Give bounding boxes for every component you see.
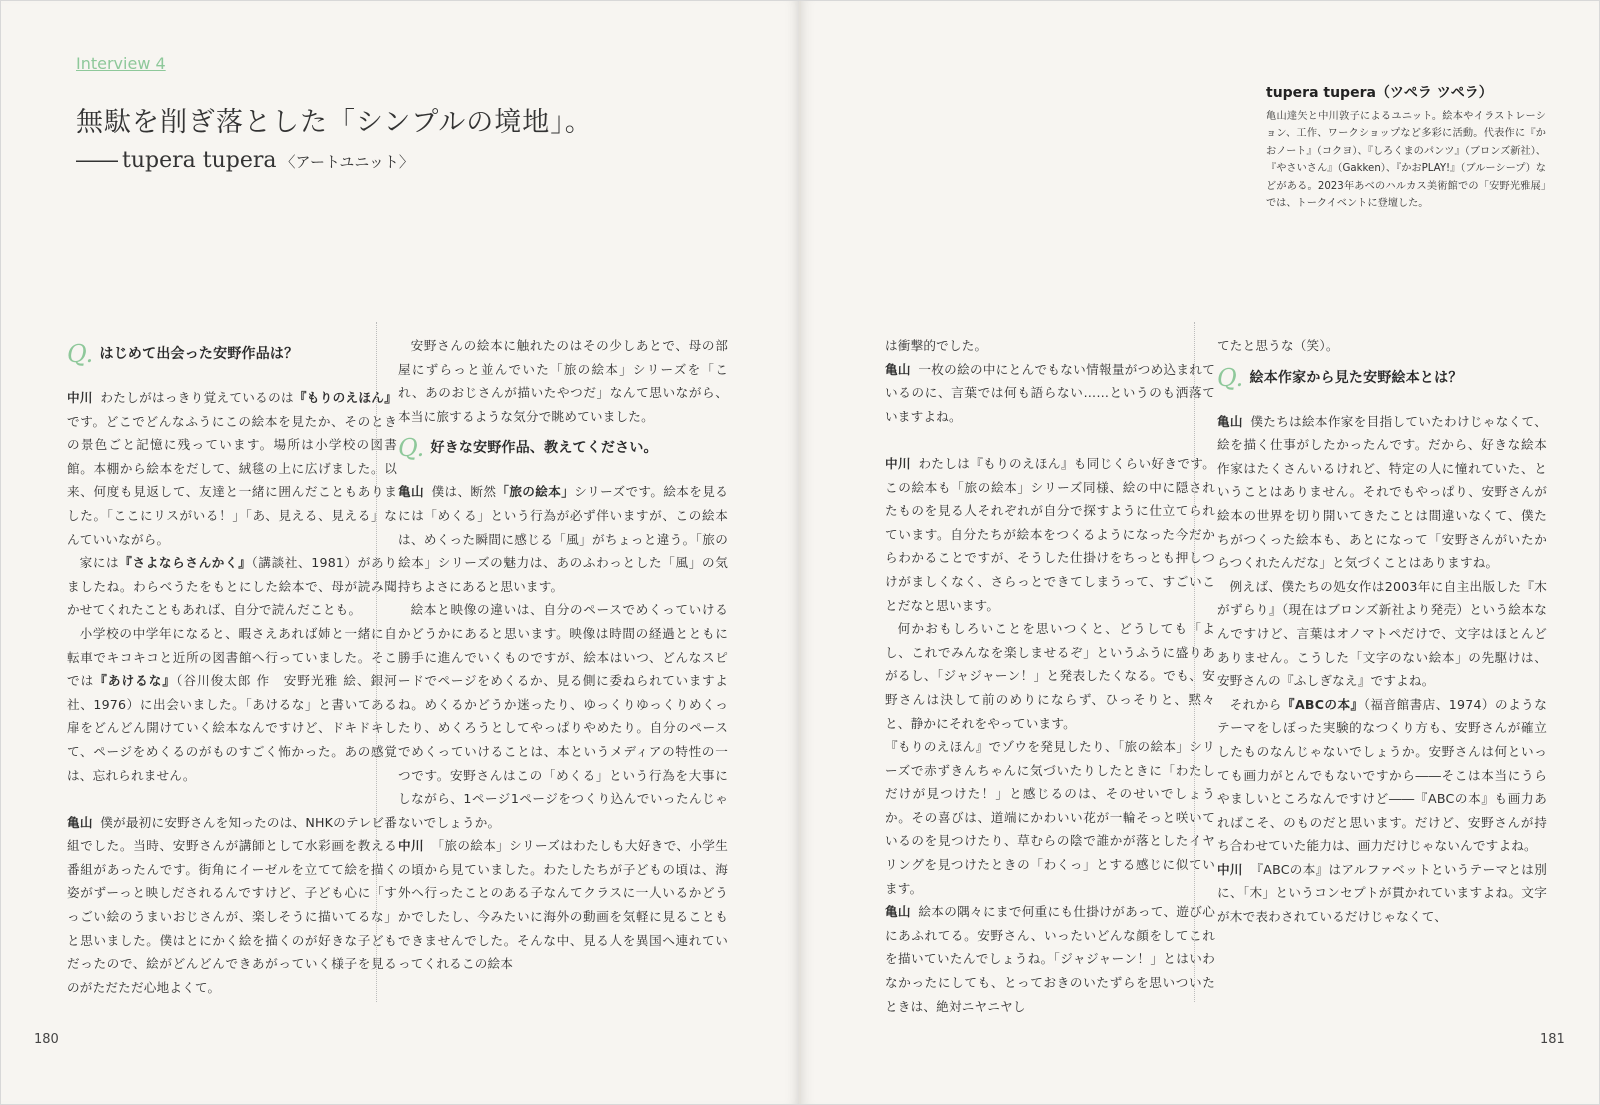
text: 『ABCの本』はアルファベットというテーマとは別に、「木」というコンセプトが貫かれていますよね。文字が木で表わされているだけじゃなくて、	[1217, 861, 1547, 925]
text: わたしがはっきり覚えているのは	[100, 390, 294, 405]
page-title: 無駄を削ぎ落とした「シンプルの境地」。	[76, 107, 593, 138]
paragraph	[1217, 334, 1547, 358]
paragraph	[398, 334, 728, 428]
text: 僕たちは絵本作家を目指していたわけじゃなくて、絵を描く仕事がしたかったんです。だから、好きな絵本作家はたくさんいるけれど、特定の人に憧れていた、ということはありません。それでもやっぱり、安野さんが絵本の世界を切り開いてきたことは間違いなくて、僕たちがつくった絵本も、あとになって「安野さんがいたからつくれたんだな」と気づくことはありますね。	[1217, 413, 1547, 571]
speaker-label: 亀山	[398, 484, 424, 500]
page-number-left: 180	[34, 1032, 59, 1047]
paragraph	[67, 386, 397, 551]
subtitle-dash: ――	[76, 148, 116, 173]
text: 『もりのえほん』でゾウを発見したり、「旅の絵本」シリーズで赤ずきんちゃんに気づいたりしたときに「わたしだけが見つけた！」と感じるのは、そのせいでしょうか。その喜びは、道端にかわいい花が一輪そっと咲いているのを見つけたり、草むらの陰で誰かが落としたイヤリングを見つけたときの「わくっ」とする感じに似ています。	[885, 739, 1215, 896]
text: （福音館書店、1974）のようなテーマをしぼった実験的なつくり方も、安野さんが確立したものなんじゃないでしょうか。安野さんは何といっても画力がとんでもないですから――そこは本当にうらやましいところなんですけど――『ABCの本』も画力あればこそ、のものだと思います。だけど、安野さんが持ち合わせていた能力は、画力だけじゃないんですよね。	[1217, 696, 1547, 854]
book-title: 『さよならさんかく』	[119, 555, 252, 571]
column-divider	[1194, 322, 1195, 1002]
speaker-label: 中川	[1217, 861, 1243, 877]
text-column-1	[67, 334, 397, 999]
profile-box	[1266, 82, 1546, 212]
paragraph	[885, 452, 1215, 617]
column-divider	[376, 322, 377, 1002]
paragraph	[885, 334, 1215, 358]
paragraph	[1217, 858, 1547, 929]
paragraph	[398, 598, 728, 834]
paragraph	[67, 551, 397, 622]
interview-label: Interview 4	[76, 54, 166, 73]
paragraph	[885, 900, 1215, 1018]
text: 僕が最初に安野さんを知ったのは、NHKのテレビ番組でした。当時、安野さんが講師として水彩画を教える番組があったんです。街角にイーゼルを立てて絵を描く姿がずーっと映しだされるんですけど、子ども心に「すっごい絵のうまいおじさんが、楽しそうに描いてるな」と思いました。僕はとにかく絵を描くのが好きな子どもだったので、絵がどんどんできあがっていく様子を見るのがただただ心地よくて。	[67, 814, 397, 995]
q-mark: Q.	[1217, 363, 1244, 392]
text: てたと思うな（笑）。	[1217, 338, 1339, 353]
paragraph	[398, 480, 728, 598]
speaker-label: 中川	[398, 838, 424, 854]
speaker-label: 亀山	[885, 904, 911, 920]
text: です。どこでどんなふうにこの絵本を見たか、そのときの景色ごと記憶に残っています。場所は小学校の図書館。本棚から絵本をだして、絨毯の上に広げました。以来、何度も見返して、友達と一緒に囲んだこともありました。「ここにリスがいる！」「あ、見える、見える」なんていいながら。	[67, 413, 397, 547]
speaker-label: 亀山	[67, 814, 93, 830]
paragraph	[885, 735, 1215, 900]
paragraph	[67, 811, 397, 1000]
book-title: 「旅の絵本」	[496, 484, 575, 500]
subtitle	[76, 148, 414, 173]
text: 僕は、断然	[431, 484, 497, 500]
text: 絵本の隅々にまで何重にも仕掛けがあって、遊び心にあふれてる。安野さん、いったいどんな顔をしてこれを描いていたんでしょうね。「ジャジャーン！」とはいわなかったにしても、とっておきのいたずらを思いついたときは、絶対ニヤニヤし	[885, 904, 1215, 1014]
text-column-4	[1217, 334, 1547, 929]
text: 家には	[79, 555, 120, 571]
text: （谷川俊太郎 作 安野光雅 絵、銀河社、1976）に出会いました。「あけるな」と書いてある扉をどんどん開けていく絵本なんですけど、ドキドキして、ページをめくるのがものすごく怖かった。あの感覚は、忘れられません。	[67, 673, 398, 783]
subtitle-name: tupera tupera	[122, 148, 277, 173]
text: 絵本と映像の違いは、自分のペースでめくっていけるかどうかにあると思います。映像は時間の経過とともに勝手に進んでいくものですが、絵本はいつ、どんなスピードでページをめくるか、見る側に委ねられていますよね。めくるかどうか迷ったり、ゆっくりゆっくりめくったり、めくろうとしてやっぱりやめたり。自分のペースでめくっていけることは、本というメディアの特性の一つです。安野さんはこの「めくる」という行為を大事にしながら、1ページ1ページをつくり込んでいったんじゃないでしょうか。	[398, 602, 728, 830]
q-mark: Q.	[398, 434, 425, 463]
paragraph	[885, 358, 1215, 429]
paragraph	[1217, 410, 1547, 575]
text-column-3	[885, 334, 1215, 1018]
speaker-label: 亀山	[885, 361, 911, 377]
book-title: 『あけるな』	[94, 673, 177, 689]
text: シリーズです。絵本を見るには「めくる」という行為が必ず伴いますが、この絵本は、めくった瞬間に感じる「風」がちょっと違う。「旅の絵本」シリーズの魅力は、あのふわっとした「風」の気持ちよさにあると思います。	[398, 484, 729, 594]
paragraph	[1217, 693, 1547, 858]
book-title: 『ABCの本』	[1281, 696, 1364, 712]
spacer	[885, 428, 1215, 452]
text: 安野さんの絵本に触れたのはその少しあとで、母の部屋にずらっと並んでいた「旅の絵本」シリーズを「これ、あのおじさんが描いたやつだ」なんて思いながら、本当に旅するような気分で眺めていました。	[398, 338, 728, 424]
text: 小学校の中学年になると、暇さえあれば姉と一緒に自転車でキコキコと近所の図書館へ行っていました。そこでは	[67, 625, 397, 689]
question-heading	[1217, 364, 1547, 392]
paragraph	[398, 834, 728, 976]
text: （講談社、1981）がありましたね。わらべうたをもとにした絵本で、母が読み聞かせてくれたこともあれば、自分で読んだことも。	[67, 555, 397, 618]
text: わたしは『もりのえほん』も同じくらい好きです。この絵本も「旅の絵本」シリーズ同様、絵の中に隠されたものを見る人それぞれが自分で探すように仕立てられています。自分たちが絵本をつくるようになった今だからわかることですが、そうした仕掛けをちっとも押しつけがましくなく、さらっとできてしまうって、すごいことだなと思います。	[885, 455, 1215, 613]
subtitle-role: 〈アートユニット〉	[280, 153, 414, 171]
text: 「旅の絵本」シリーズはわたしも大好きで、小学生の頃から見ていました。わたしたちが子どもの頃は、海外へ行ったことのある子なんてクラスに一人いるかどうかでしたし、今みたいに海外の動画を気軽に見ることもできませんでした。そんな中、見る人を異国へ連れていってくれるこの絵本	[398, 838, 729, 972]
paragraph	[1217, 575, 1547, 693]
question-heading	[67, 340, 397, 368]
paragraph	[67, 622, 397, 787]
book-title: 『もりのえほん』	[293, 390, 397, 405]
text: 一枚の絵の中にとんでもない情報量がつめ込まれているのに、言葉では何も語らない……というのも洒落ていますよね。	[885, 361, 1215, 424]
speaker-label: 中川	[885, 455, 911, 471]
text: 何かおもしろいことを思いつくと、どうしても「よし、これでみんなを楽しませるぞ」というふうに盛りあがるし、「ジャジャーン！」と発表したくなる。でも、安野さんは決して前のめりにならず、ひっそりと、黙々と、静かにそれをやっています。	[885, 621, 1215, 731]
speaker-label: 亀山	[1217, 413, 1243, 429]
page-number-right: 181	[1540, 1032, 1565, 1047]
speaker-label: 中川	[67, 390, 93, 405]
profile-description: 亀山達矢と中川敦子によるユニット。絵本やイラストレーション、工作、ワークショップなど多彩に活動。代表作に『かおノート』（コクヨ）、『しろくまのパンツ』（ブロンズ新社）、『やさいさん』（Gakken）、『かおPLAY!』（ブルーシープ）などがある。2023年あべのハルカス美術館での「安野光雅展」では、トークイベントに登壇した。	[1266, 111, 1546, 210]
paragraph	[885, 617, 1215, 735]
question-text: 絵本作家から見た安野絵本とは？	[1249, 369, 1463, 386]
profile-name: tupera tupera（ツペラ ツペラ）	[1266, 85, 1493, 101]
question-text: はじめて出会った安野作品は？	[99, 346, 299, 362]
text: それから	[1229, 696, 1282, 712]
question-heading	[398, 434, 728, 462]
spacer	[67, 787, 397, 811]
question-text: 好きな安野作品、教えてください。	[430, 440, 658, 457]
text-column-2	[398, 334, 728, 976]
q-mark: Q.	[67, 340, 94, 368]
text: は衝撃的でした。	[885, 338, 988, 353]
text: 例えば、僕たちの処女作は2003年に自主出版した『木がずらり』（現在はブロンズ新社より発売）という絵本なんですけど、言葉はオノマトペだけで、文字はほとんどありません。こうした「文字のない絵本」の先駆けは、安野さんの『ふしぎなえ』ですよね。	[1217, 578, 1547, 689]
